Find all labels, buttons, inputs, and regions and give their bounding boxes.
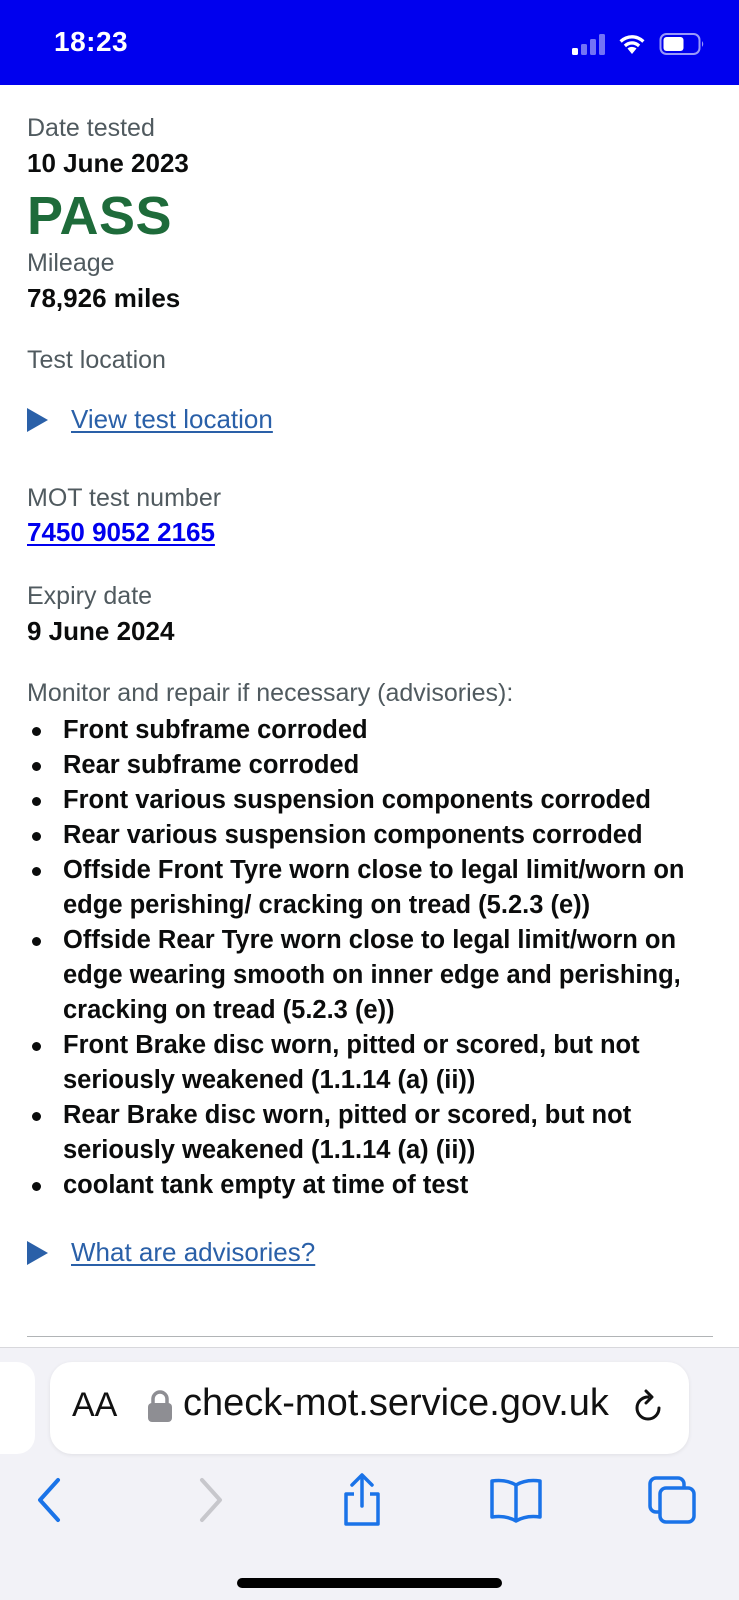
list-item: coolant tank empty at time of test [27,1168,713,1203]
date-tested-value: 10 June 2023 [27,147,189,178]
list-item: Rear Brake disc worn, pitted or scored, but not seriously weakened (1.1.14 (a) (ii)) [27,1098,713,1168]
mot-result [27,112,713,1273]
disclosure-triangle-icon [27,1241,48,1265]
list-item: Rear subframe corroded [27,748,713,783]
reader-options-button[interactable] [72,1386,117,1425]
list-item: Front various suspension components corroded [27,783,713,818]
advisories-list [27,713,713,1203]
mileage-block [27,247,713,316]
result-status: PASS [27,185,173,246]
list-item: Offside Front Tyre worn close to legal limit/worn on edge perishing/ cracking on tread (5.2.3 (e)) [27,853,713,923]
date-tested-label: Date tested [27,114,155,142]
share-icon [338,1472,386,1528]
address-bar[interactable] [50,1362,689,1454]
date-tested-block [27,112,713,181]
home-indicator [237,1578,502,1588]
bookmarks-button[interactable] [486,1470,546,1530]
tabs-icon [646,1474,698,1526]
aa-label: AA [72,1386,118,1424]
view-test-location-link[interactable]: View test location [71,404,273,435]
list-item: Front Brake disc worn, pitted or scored, but not seriously weakened (1.1.14 (a) (ii)) [27,1028,713,1098]
tabs-button[interactable] [642,1470,702,1530]
browser-chrome [0,1347,739,1600]
previous-tab-card[interactable] [0,1362,35,1454]
mileage-label: Mileage [27,248,115,277]
url-field[interactable] [183,1382,623,1425]
back-button[interactable] [20,1470,80,1530]
list-item: Rear various suspension components corroded [27,818,713,853]
share-button[interactable] [332,1470,392,1530]
advisories-heading: Monitor and repair if necessary (advisories): [27,679,514,708]
bookmarks-icon [488,1477,544,1523]
reload-icon[interactable] [629,1388,667,1426]
forward-button[interactable] [180,1470,240,1530]
expiry-value: 9 June 2024 [27,616,175,647]
browser-toolbar [0,1470,739,1530]
view-test-location-toggle[interactable] [27,400,713,440]
test-location-label: Test location [27,345,166,374]
what-are-advisories-toggle[interactable] [27,1233,713,1273]
status-icons [572,30,705,58]
list-item: Front subframe corroded [27,713,713,748]
status-time: 18:23 [54,26,129,57]
url-text: check-mot.service.gov.uk [183,1382,609,1424]
battery-icon [659,32,705,56]
cellular-signal-icon [572,33,605,55]
list-item: Offside Rear Tyre worn close to legal limit/worn on edge wearing smooth on inner edge and perishing, cracking on tread (5.2.3 (e)) [27,923,713,1028]
lock-icon [147,1389,173,1425]
status-bar [0,0,739,85]
forward-icon [190,1476,230,1524]
section-divider [27,1336,713,1337]
mileage-value: 78,926 miles [27,282,181,313]
what-are-advisories-link[interactable]: What are advisories? [71,1237,316,1268]
test-number-link[interactable]: 7450 9052 2165 [27,517,215,548]
wifi-icon [617,32,647,56]
back-icon [30,1476,70,1524]
expiry-label: Expiry date [27,582,153,611]
disclosure-triangle-icon [27,408,48,432]
test-number-label: MOT test number [27,483,222,512]
